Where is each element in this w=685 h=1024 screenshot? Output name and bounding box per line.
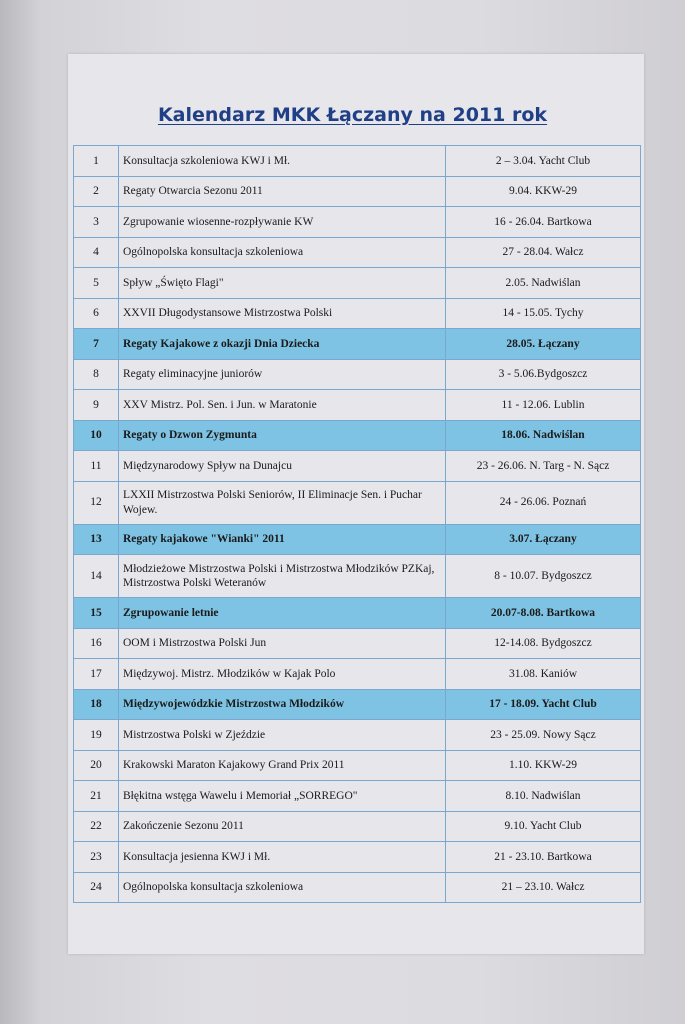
event-name: XXV Mistrz. Pol. Sen. i Jun. w Maratonie	[119, 390, 446, 421]
event-number: 17	[74, 659, 119, 690]
event-date: 28.05. Łączany	[446, 329, 641, 360]
event-number: 14	[74, 555, 119, 598]
event-name: Regaty eliminacyjne juniorów	[119, 359, 446, 390]
table-row	[74, 146, 641, 177]
event-number: 11	[74, 451, 119, 482]
event-name: Zgrupowanie wiosenne-rozpływanie KW	[119, 207, 446, 238]
event-date: 9.10. Yacht Club	[446, 811, 641, 842]
event-date: 3.07. Łączany	[446, 524, 641, 555]
event-number: 9	[74, 390, 119, 421]
event-number: 8	[74, 359, 119, 390]
event-number: 6	[74, 298, 119, 329]
table-row	[74, 390, 641, 421]
event-name: Konsultacja jesienna KWJ i Mł.	[119, 842, 446, 873]
table-row	[74, 750, 641, 781]
table-row	[74, 176, 641, 207]
event-name: Zakończenie Sezonu 2011	[119, 811, 446, 842]
table-row	[74, 628, 641, 659]
event-date: 11 - 12.06. Lublin	[446, 390, 641, 421]
event-number: 7	[74, 329, 119, 360]
event-date: 14 - 15.05. Tychy	[446, 298, 641, 329]
event-date: 16 - 26.04. Bartkowa	[446, 207, 641, 238]
event-date: 12-14.08. Bydgoszcz	[446, 628, 641, 659]
page-title: Kalendarz MKK Łączany na 2011 rok	[157, 104, 548, 126]
table-row	[74, 598, 641, 629]
event-name: Międzywojewódzkie Mistrzostwa Młodzików	[119, 689, 446, 720]
table-row	[74, 872, 641, 903]
event-name: Młodzieżowe Mistrzostwa Polski i Mistrzostwa Młodzików PZKaj, Mistrzostwa Polski Weteranów	[119, 555, 446, 598]
table-row	[74, 659, 641, 690]
table-row	[74, 781, 641, 812]
event-name: Międzynarodowy Spływ na Dunajcu	[119, 451, 446, 482]
table-row	[74, 237, 641, 268]
event-date: 8 - 10.07. Bydgoszcz	[446, 555, 641, 598]
event-date: 20.07-8.08. Bartkowa	[446, 598, 641, 629]
event-number: 23	[74, 842, 119, 873]
event-number: 18	[74, 689, 119, 720]
event-date: 8.10. Nadwiślan	[446, 781, 641, 812]
event-number: 2	[74, 176, 119, 207]
event-number: 3	[74, 207, 119, 238]
event-number: 20	[74, 750, 119, 781]
event-name: LXXII Mistrzostwa Polski Seniorów, II Eliminacje Sen. i Puchar Wojew.	[119, 481, 446, 524]
event-name: Międzywoj. Mistrz. Młodzików w Kajak Polo	[119, 659, 446, 690]
event-date: 18.06. Nadwiślan	[446, 420, 641, 451]
event-number: 22	[74, 811, 119, 842]
event-name: Ogólnopolska konsultacja szkoleniowa	[119, 237, 446, 268]
event-date: 21 - 23.10. Bartkowa	[446, 842, 641, 873]
table-row	[74, 524, 641, 555]
event-name: Ogólnopolska konsultacja szkoleniowa	[119, 872, 446, 903]
event-number: 19	[74, 720, 119, 751]
event-date: 31.08. Kaniów	[446, 659, 641, 690]
event-date: 17 - 18.09. Yacht Club	[446, 689, 641, 720]
event-name: Spływ „Święto Flagi"	[119, 268, 446, 299]
table-row	[74, 689, 641, 720]
event-date: 9.04. KKW-29	[446, 176, 641, 207]
event-number: 24	[74, 872, 119, 903]
table-row	[74, 420, 641, 451]
event-number: 21	[74, 781, 119, 812]
event-name: XXVII Długodystansowe Mistrzostwa Polski	[119, 298, 446, 329]
table-row	[74, 451, 641, 482]
table-row	[74, 268, 641, 299]
event-name: Regaty Otwarcia Sezonu 2011	[119, 176, 446, 207]
table-row	[74, 329, 641, 360]
event-number: 1	[74, 146, 119, 177]
event-name: Błękitna wstęga Wawelu i Memoriał „SORREGO"	[119, 781, 446, 812]
calendar-table	[73, 145, 641, 903]
event-date: 2 – 3.04. Yacht Club	[446, 146, 641, 177]
event-date: 23 - 25.09. Nowy Sącz	[446, 720, 641, 751]
event-name: Regaty o Dzwon Zygmunta	[119, 420, 446, 451]
event-date: 3 - 5.06.Bydgoszcz	[446, 359, 641, 390]
event-number: 15	[74, 598, 119, 629]
table-row	[74, 207, 641, 238]
event-name: Regaty kajakowe "Wianki" 2011	[119, 524, 446, 555]
event-date: 1.10. KKW-29	[446, 750, 641, 781]
event-number: 5	[74, 268, 119, 299]
event-name: Krakowski Maraton Kajakowy Grand Prix 2011	[119, 750, 446, 781]
calendar-body	[74, 146, 641, 903]
event-name: OOM i Mistrzostwa Polski Jun	[119, 628, 446, 659]
event-date: 2.05. Nadwiślan	[446, 268, 641, 299]
table-row	[74, 359, 641, 390]
table-row	[74, 555, 641, 598]
event-name: Mistrzostwa Polski w Zjeździe	[119, 720, 446, 751]
table-row	[74, 811, 641, 842]
event-number: 12	[74, 481, 119, 524]
event-date: 21 – 23.10. Wałcz	[446, 872, 641, 903]
table-row	[74, 298, 641, 329]
event-date: 24 - 26.06. Poznań	[446, 481, 641, 524]
event-number: 13	[74, 524, 119, 555]
event-name: Zgrupowanie letnie	[119, 598, 446, 629]
event-number: 4	[74, 237, 119, 268]
event-date: 23 - 26.06. N. Targ - N. Sącz	[446, 451, 641, 482]
event-date: 27 - 28.04. Wałcz	[446, 237, 641, 268]
table-row	[74, 720, 641, 751]
table-row	[74, 842, 641, 873]
event-name: Konsultacja szkoleniowa KWJ i Mł.	[119, 146, 446, 177]
event-number: 10	[74, 420, 119, 451]
table-row	[74, 481, 641, 524]
event-name: Regaty Kajakowe z okazji Dnia Dziecka	[119, 329, 446, 360]
event-number: 16	[74, 628, 119, 659]
